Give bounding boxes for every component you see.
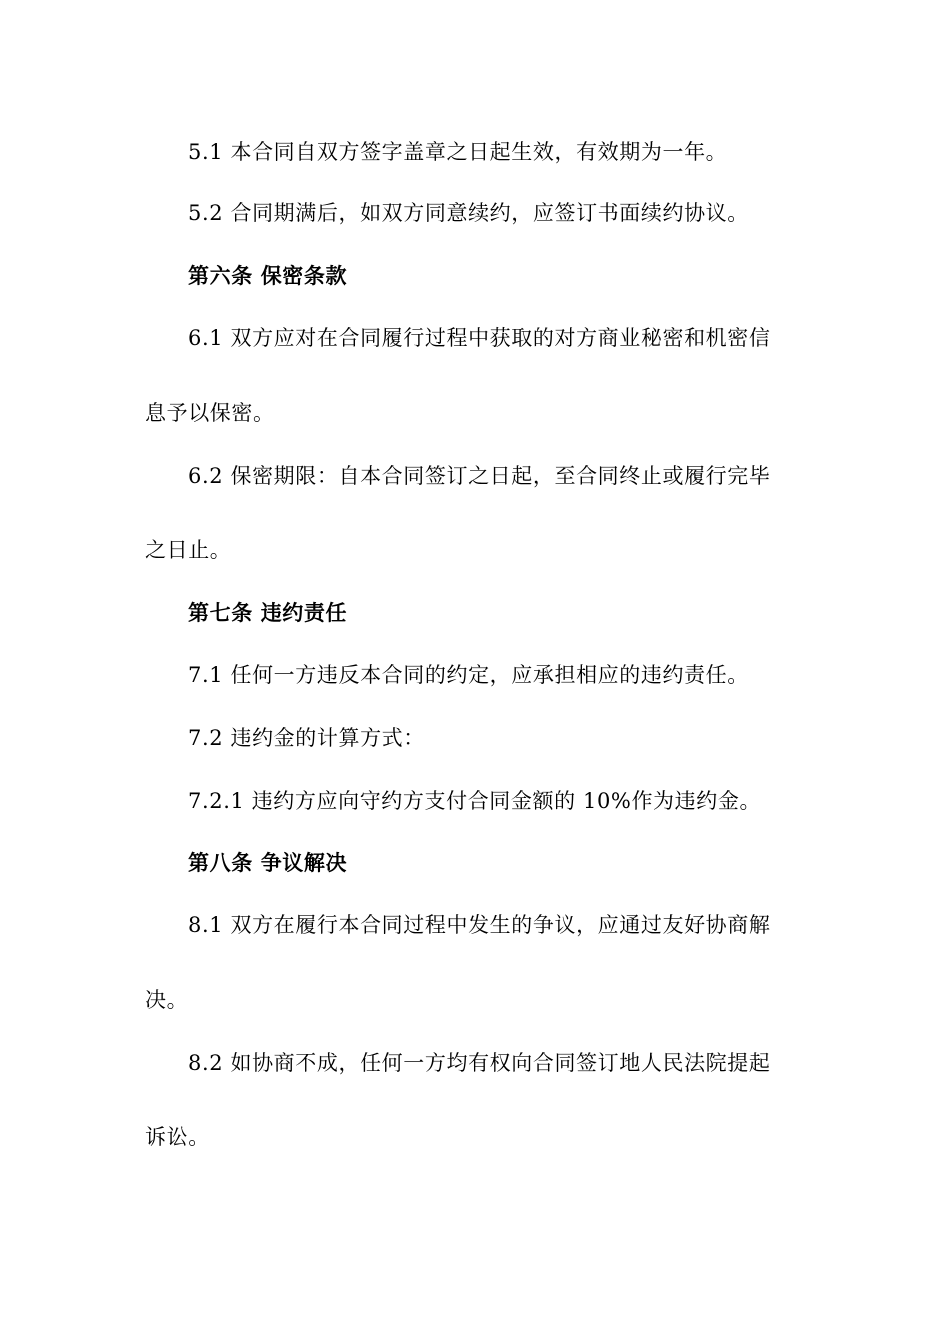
clause-6-2-continued: 之日止。 [145, 538, 232, 562]
clause-5-1: 5.1 本合同自双方签字盖章之日起生效，有效期为一年。 [188, 140, 728, 164]
clause-8-1: 8.1 双方在履行本合同过程中发生的争议，应通过友好协商解 [188, 913, 771, 937]
clause-6-2: 6.2 保密期限：自本合同签订之日起，至合同终止或履行完毕 [188, 464, 771, 488]
clause-7-2: 7.2 违约金的计算方式： [188, 726, 425, 750]
clause-8-2: 8.2 如协商不成，任何一方均有权向合同签订地人民法院提起 [188, 1051, 771, 1075]
clause-5-2: 5.2 合同期满后，如双方同意续约，应签订书面续约协议。 [188, 201, 749, 225]
clause-8-1-continued: 决。 [145, 988, 189, 1012]
clause-6-1: 6.1 双方应对在合同履行过程中获取的对方商业秘密和机密信 [188, 326, 771, 350]
article-6-heading: 第六条 保密条款 [188, 264, 348, 288]
article-7-heading: 第七条 违约责任 [188, 601, 348, 625]
clause-7-2-1: 7.2.1 违约方应向守约方支付合同金额的 10%作为违约金。 [188, 789, 762, 813]
clause-6-1-continued: 息予以保密。 [145, 401, 275, 425]
clause-8-2-continued: 诉讼。 [145, 1125, 210, 1149]
article-8-heading: 第八条 争议解决 [188, 851, 348, 875]
clause-7-1: 7.1 任何一方违反本合同的约定，应承担相应的违约责任。 [188, 663, 749, 687]
